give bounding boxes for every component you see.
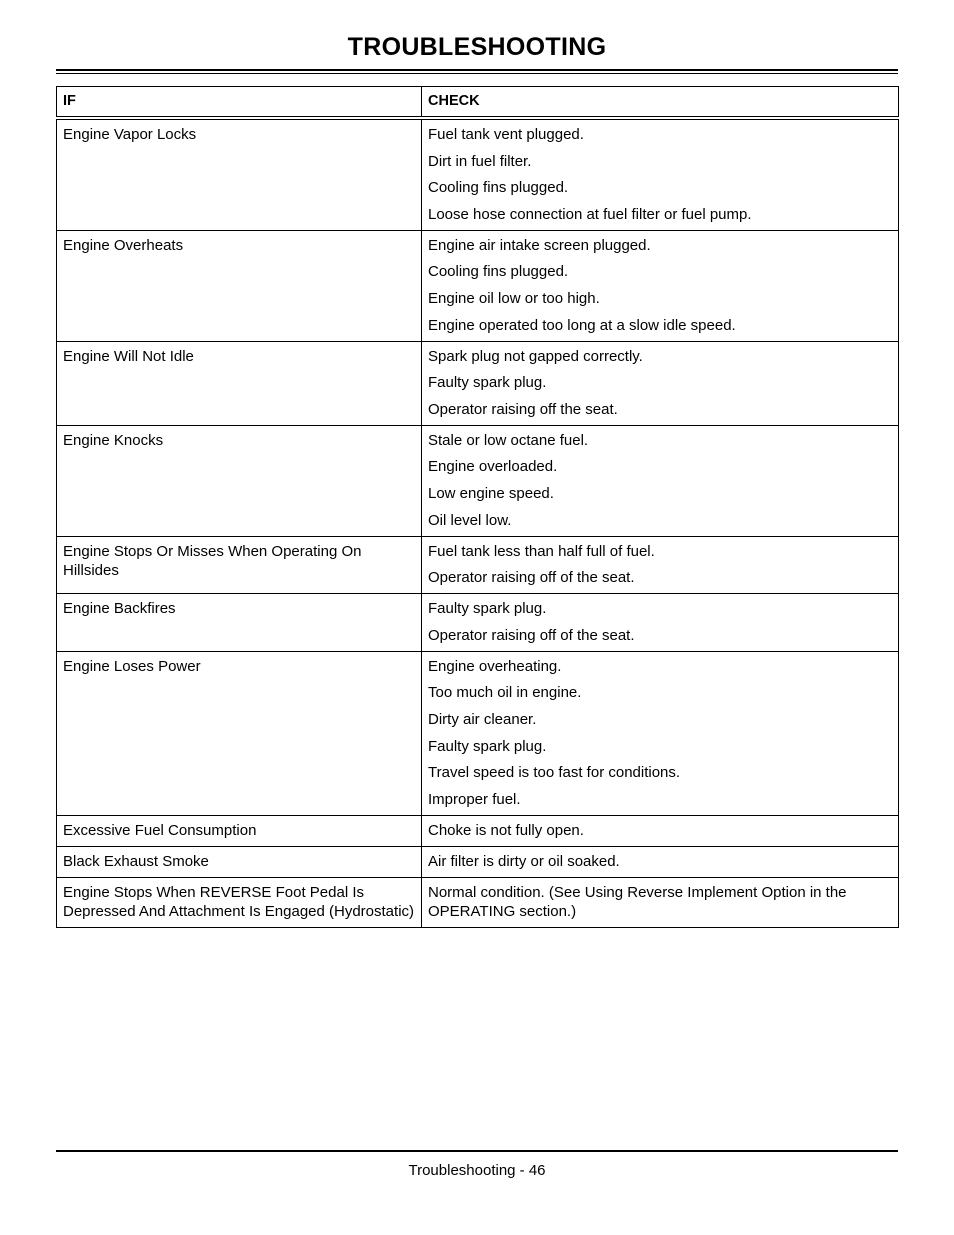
check-cell bbox=[422, 341, 899, 425]
check-cell bbox=[422, 877, 899, 927]
check-item: Choke is not fully open. bbox=[428, 821, 584, 839]
check-item: Cooling fins plugged. bbox=[428, 179, 569, 197]
check-cell bbox=[422, 651, 899, 815]
table-row bbox=[57, 536, 899, 594]
check-item: Too much oil in engine. bbox=[428, 684, 582, 702]
table-row bbox=[57, 230, 899, 341]
check-item: Dirt in fuel filter. bbox=[428, 152, 532, 170]
check-item: Operator raising off of the seat. bbox=[428, 569, 635, 587]
header-if: IF bbox=[57, 87, 422, 119]
table-row bbox=[57, 651, 899, 815]
table-row bbox=[57, 815, 899, 846]
check-item: Dirty air cleaner. bbox=[428, 710, 537, 728]
check-item: Engine operated too long at a slow idle speed. bbox=[428, 316, 736, 334]
check-item: Oil level low. bbox=[428, 511, 512, 529]
check-cell bbox=[422, 846, 899, 877]
if-cell: Engine Stops Or Misses When Operating On Hillsides bbox=[57, 536, 422, 594]
check-cell bbox=[422, 425, 899, 536]
table-row bbox=[57, 118, 899, 230]
if-cell: Engine Knocks bbox=[57, 425, 422, 536]
check-item: Fuel tank vent plugged. bbox=[428, 126, 584, 143]
check-item: Faulty spark plug. bbox=[428, 374, 547, 392]
table-body bbox=[57, 118, 899, 927]
check-item: Engine overheating. bbox=[428, 657, 562, 675]
table-header-row bbox=[57, 87, 899, 119]
if-cell: Engine Overheats bbox=[57, 230, 422, 341]
page-title: TROUBLESHOOTING bbox=[347, 33, 607, 61]
check-item: Loose hose connection at fuel filter or fuel pump. bbox=[428, 205, 752, 223]
check-cell bbox=[422, 815, 899, 846]
check-item: Operator raising off the seat. bbox=[428, 400, 618, 418]
check-cell bbox=[422, 594, 899, 652]
check-cell bbox=[422, 536, 899, 594]
table-row bbox=[57, 846, 899, 877]
title-double-rule bbox=[56, 69, 898, 74]
check-item: Engine overloaded. bbox=[428, 458, 558, 476]
check-item: Stale or low octane fuel. bbox=[428, 431, 589, 449]
check-item: Faulty spark plug. bbox=[428, 737, 547, 755]
check-item: Improper fuel. bbox=[428, 790, 521, 808]
if-cell: Engine Stops When REVERSE Foot Pedal Is Depressed And Attachment Is Engaged (Hydrostatic) bbox=[57, 877, 422, 927]
check-item: Operator raising off of the seat. bbox=[428, 626, 635, 644]
table-row bbox=[57, 877, 899, 927]
check-item: Engine oil low or too high. bbox=[428, 289, 600, 307]
header-check: CHECK bbox=[422, 87, 899, 119]
check-item: Travel speed is too fast for conditions. bbox=[428, 764, 681, 782]
check-item: Faulty spark plug. bbox=[428, 600, 547, 618]
if-cell: Engine Vapor Locks bbox=[57, 118, 422, 230]
if-cell: Engine Loses Power bbox=[57, 651, 422, 815]
check-item: Fuel tank less than half full of fuel. bbox=[428, 542, 655, 560]
check-item: Spark plug not gapped correctly. bbox=[428, 347, 643, 365]
check-item: Cooling fins plugged. bbox=[428, 263, 569, 281]
page-footer: Troubleshooting - 46 bbox=[408, 1162, 546, 1179]
check-cell bbox=[422, 118, 899, 230]
if-cell: Black Exhaust Smoke bbox=[57, 846, 422, 877]
check-item: Engine air intake screen plugged. bbox=[428, 236, 651, 254]
table-row bbox=[57, 425, 899, 536]
check-item: Low engine speed. bbox=[428, 484, 554, 502]
troubleshooting-table bbox=[56, 86, 899, 928]
footer-rule bbox=[56, 1150, 898, 1152]
if-cell: Engine Will Not Idle bbox=[57, 341, 422, 425]
check-item: Normal condition. (See Using Reverse Implement Option in the OPERATING section.) bbox=[428, 883, 847, 920]
if-cell: Engine Backfires bbox=[57, 594, 422, 652]
table-row bbox=[57, 594, 899, 652]
check-cell bbox=[422, 230, 899, 341]
if-cell: Excessive Fuel Consumption bbox=[57, 815, 422, 846]
table-row bbox=[57, 341, 899, 425]
check-item: Air filter is dirty or oil soaked. bbox=[428, 852, 620, 870]
